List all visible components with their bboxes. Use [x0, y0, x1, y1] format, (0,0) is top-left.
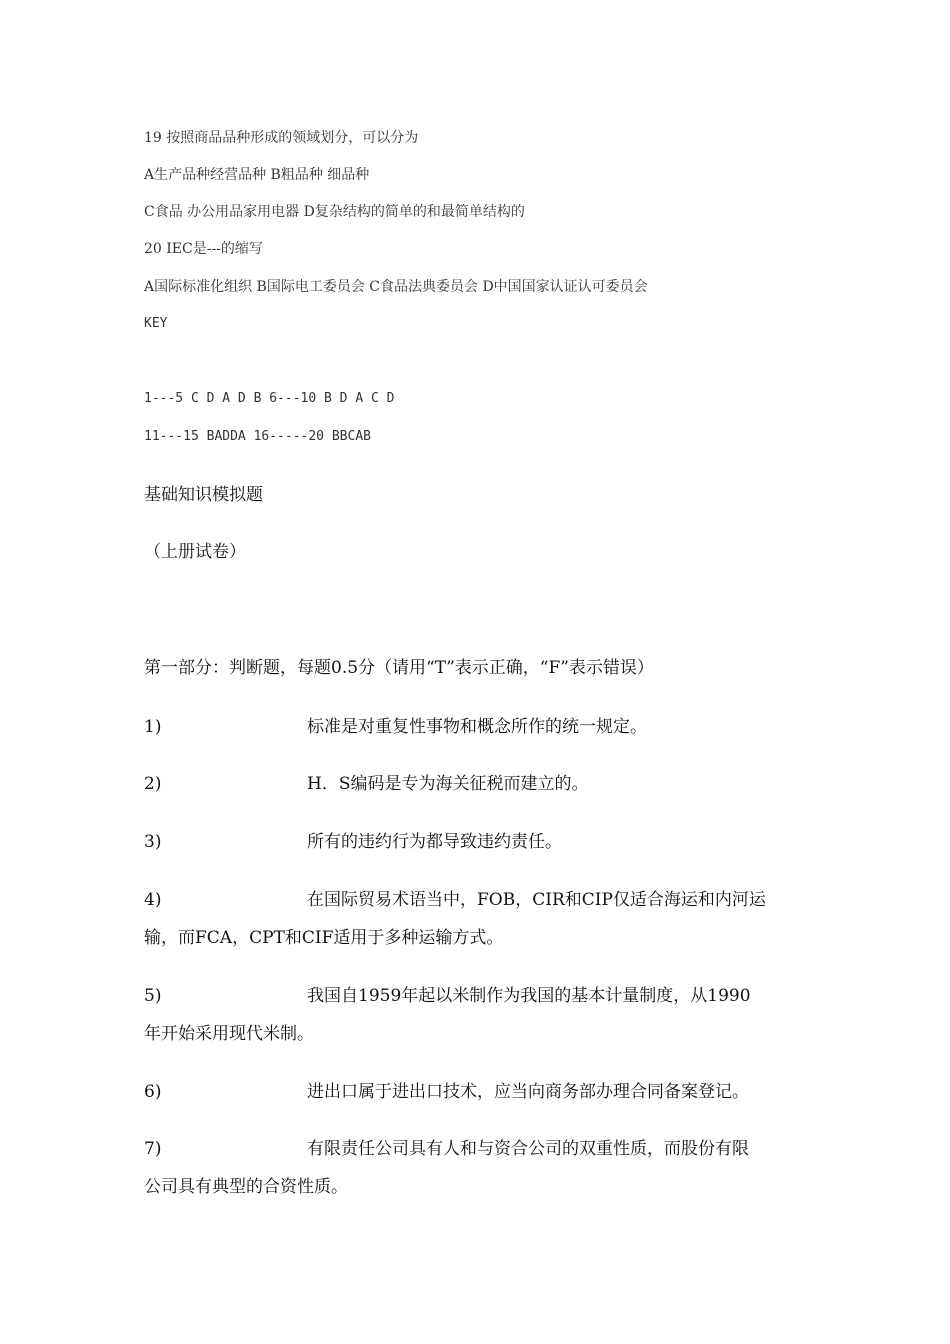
item-text: 所有的违约行为都导致违约责任。 [307, 832, 562, 852]
exam-title: 基础知识模拟题 [144, 485, 263, 505]
item-text: H．S编码是专为海关征税而建立的。 [307, 774, 589, 794]
judgement-item-3 [144, 823, 814, 861]
answer-key-line-2: 11---15 BADDA 16-----20 BBCAB [144, 429, 371, 444]
question-19-options-ab: A生产品种经营品种 B粗品种 细品种 [144, 167, 370, 183]
judgement-item-1 [144, 708, 814, 746]
item-text: 我国自1959年起以米制作为我国的基本计量制度，从1990 [307, 986, 751, 1006]
item-number: 2) [144, 774, 162, 794]
judgement-item-4 [144, 881, 814, 957]
item-number: 5) [144, 986, 162, 1006]
item-number: 7) [144, 1139, 162, 1159]
item-text: 在国际贸易术语当中，FOB，CIR和CIP仅适合海运和内河运 [307, 890, 766, 910]
item-number: 1) [144, 717, 162, 737]
answer-key-line-1: 1---5 C D A D B 6---10 B D A C D [144, 391, 395, 406]
judgement-item-6 [144, 1073, 814, 1111]
judgement-item-7 [144, 1130, 814, 1206]
item-text-continued: 输，而FCA，CPT和CIF适用于多种运输方式。 [144, 928, 504, 948]
part1-heading: 第一部分：判断题，每题0.5分（请用“T”表示正确，“F”表示错误） [144, 658, 654, 678]
judgement-item-5 [144, 977, 814, 1053]
item-text: 进出口属于进出口技术，应当向商务部办理合同备案登记。 [307, 1082, 749, 1102]
exam-subtitle: （上册试卷） [144, 542, 246, 562]
item-number: 6) [144, 1082, 162, 1102]
answer-key-label: KEY [144, 316, 168, 331]
question-19: 19 按照商品品种形成的领域划分，可以分为 [144, 130, 419, 146]
judgement-item-2 [144, 765, 814, 803]
item-text: 有限责任公司具有人和与资合公司的双重性质，而股份有限 [307, 1139, 749, 1159]
item-number: 3) [144, 832, 162, 852]
item-text-continued: 公司具有典型的合资性质。 [144, 1177, 348, 1197]
item-number: 4) [144, 890, 162, 910]
question-19-options-cd: C食品 办公用品家用电器 D复杂结构的简单的和最简单结构的 [144, 204, 525, 220]
item-text: 标准是对重复性事物和概念所作的统一规定。 [307, 717, 647, 737]
question-20-options: A国际标准化组织 B国际电工委员会 C食品法典委员会 D中国国家认证认可委员会 [144, 279, 648, 295]
question-20: 20 IEC是---的缩写 [144, 241, 263, 257]
item-text-continued: 年开始采用现代米制。 [144, 1024, 314, 1044]
